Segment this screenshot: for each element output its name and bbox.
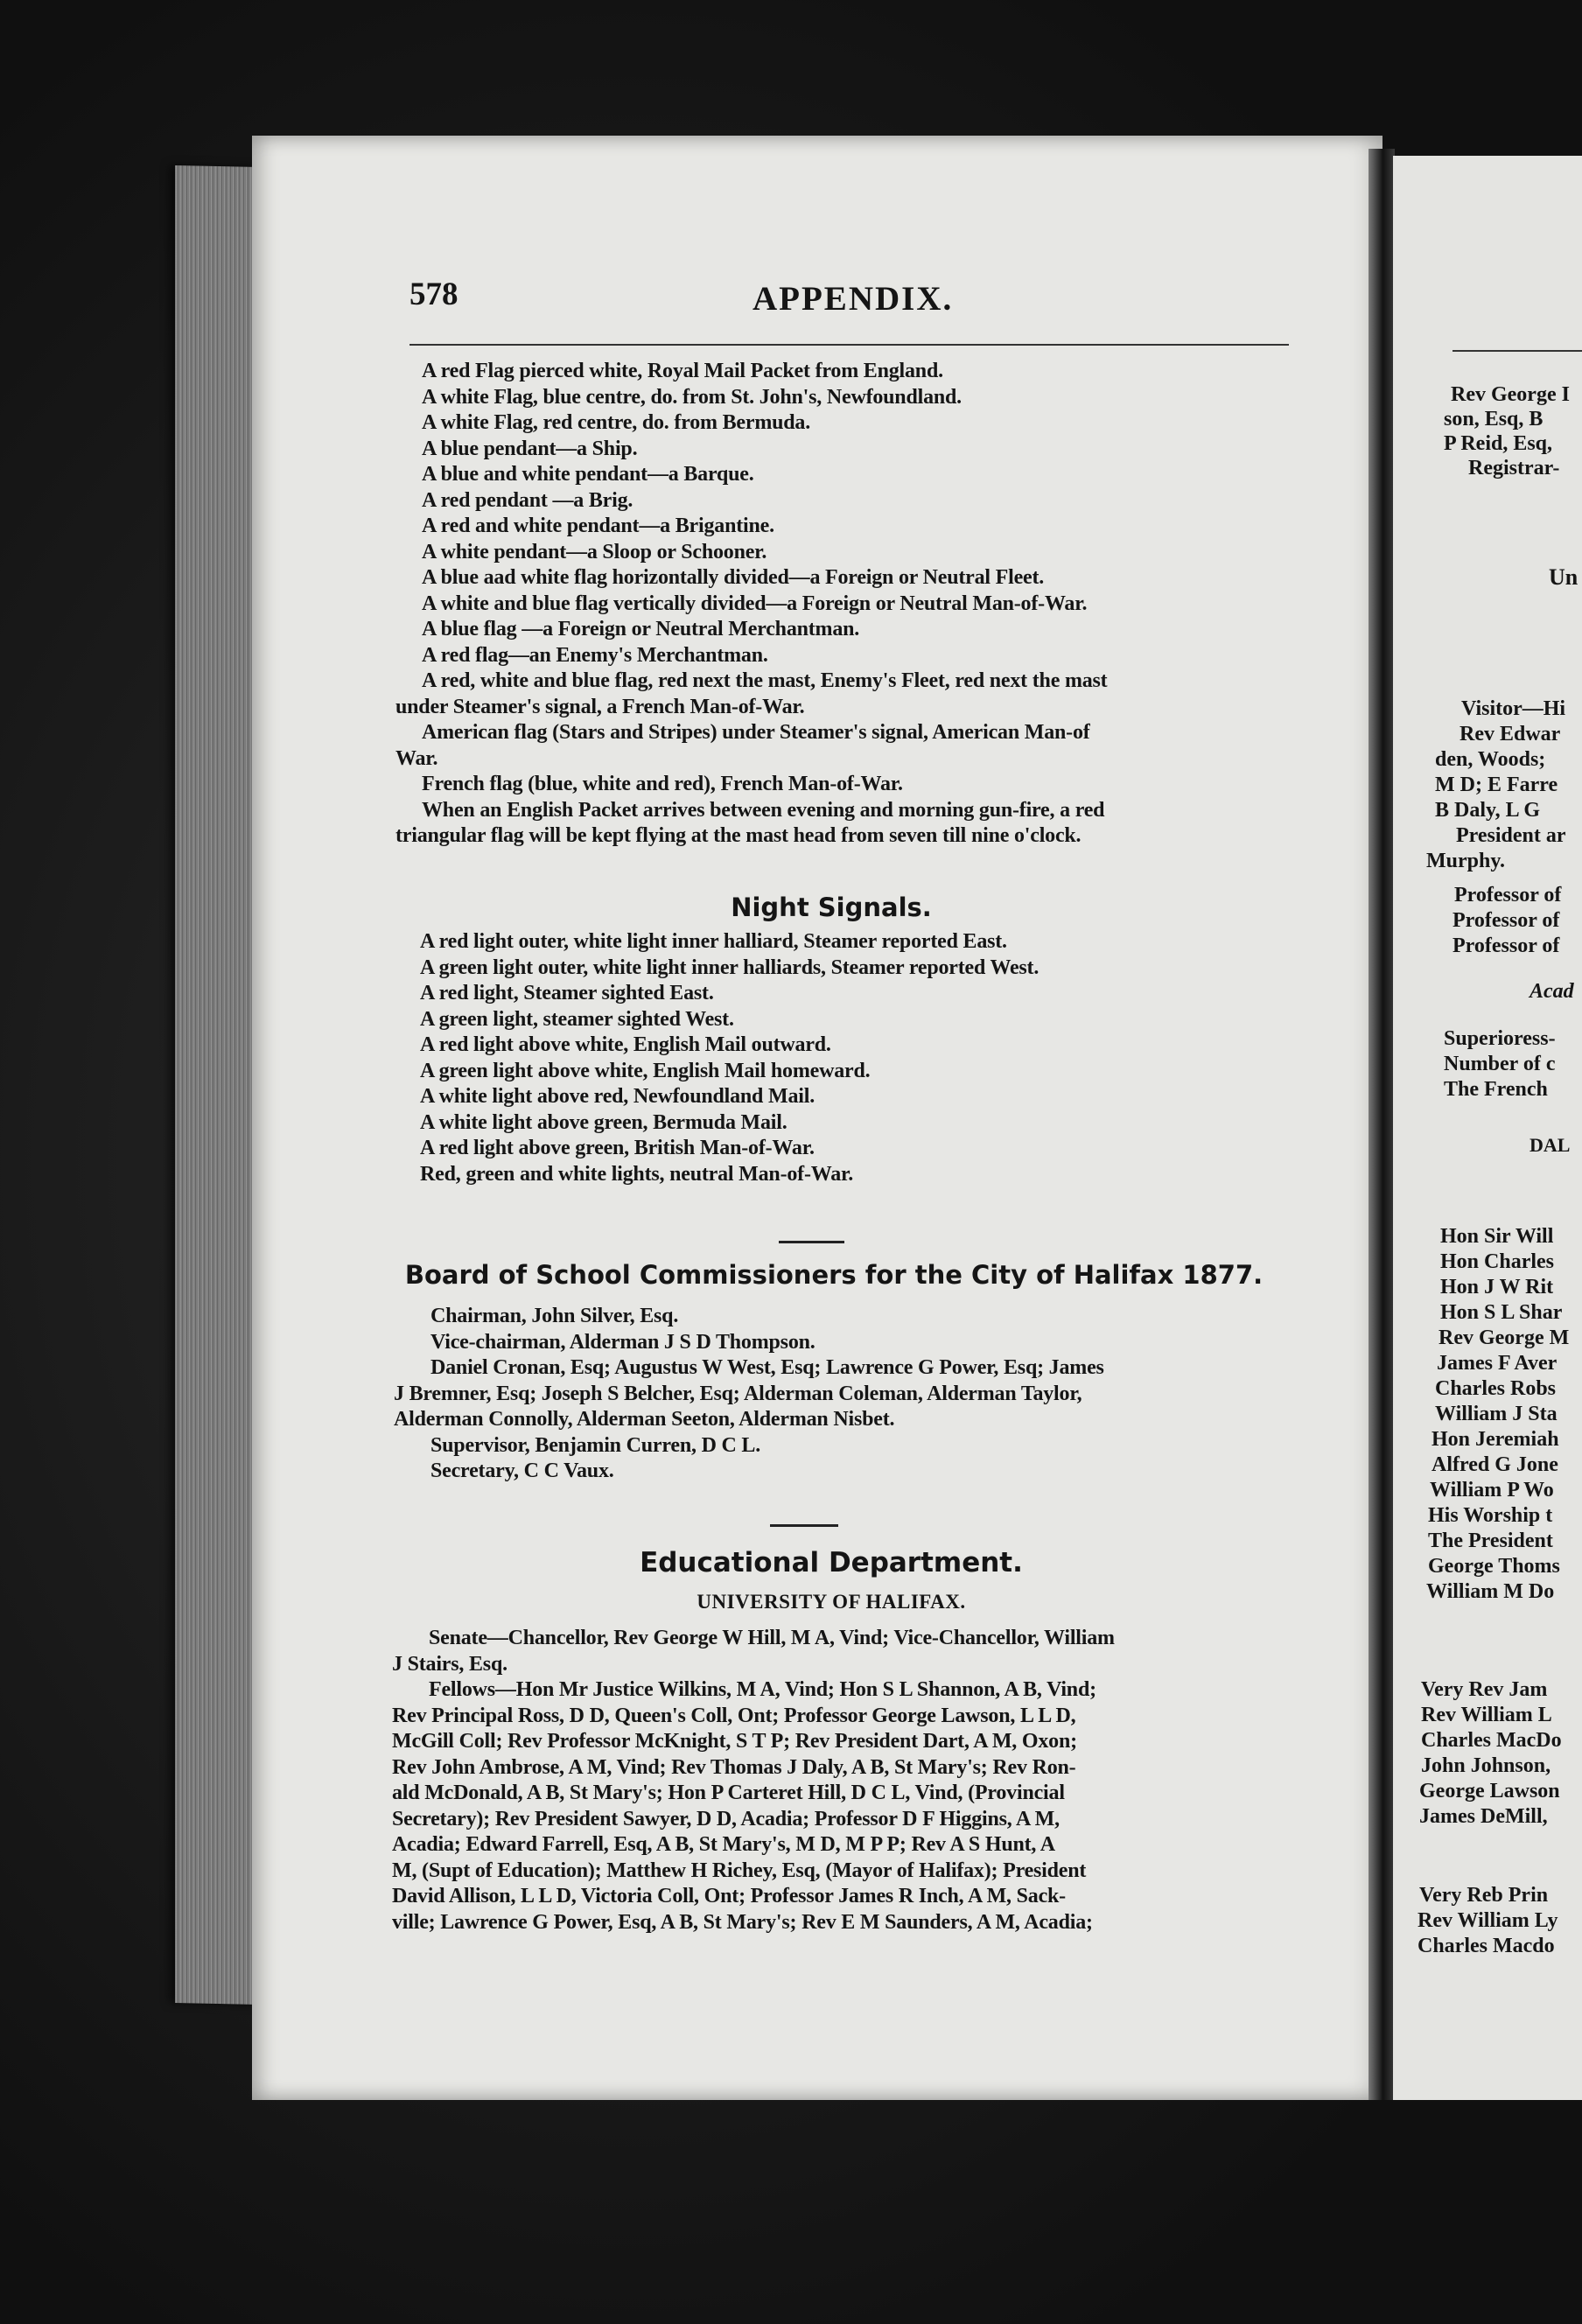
education-line: ald McDonald, A B, St Mary's; Hon P Carteret Hill, D C L, Vind, (Provincial	[392, 1782, 1065, 1804]
facing-line: The French	[1444, 1078, 1548, 1101]
facing-line: President ar	[1456, 824, 1566, 847]
facing-line: Professor of	[1454, 884, 1562, 906]
page-edges	[175, 165, 259, 2005]
facing-line: Hon J W Rit	[1440, 1276, 1554, 1298]
education-line: David Allison, L L D, Victoria Coll, Ont; Professor James R Inch, A M, Sack-	[392, 1885, 1066, 1908]
flag-signal-line: A white Flag, red centre, do. from Bermuda.	[422, 411, 811, 434]
education-line: M, (Supt of Education); Matthew H Richey, Esq, (Mayor of Halifax); President	[392, 1858, 1087, 1882]
school-board-line: Alderman Connolly, Alderman Seeton, Alderman Nisbet.	[394, 1408, 895, 1431]
facing-line: James F Aver	[1437, 1352, 1558, 1375]
facing-line: James DeMill,	[1419, 1805, 1548, 1828]
flag-signal-line: A red Flag pierced white, Royal Mail Packet from England.	[422, 360, 943, 382]
facing-line: Charles Robs	[1435, 1377, 1557, 1400]
flag-signal-line: A red pendant —a Brig.	[422, 488, 634, 512]
night-signal-line: A red light outer, white light inner halliard, Steamer reported East.	[420, 930, 1007, 953]
flag-signals-section	[396, 359, 1297, 850]
night-signals-section	[394, 929, 1295, 1187]
school-board-line: Vice-chairman, Alderman J S D Thompson.	[430, 1330, 816, 1354]
education-line: Rev John Ambrose, A M, Vind; Rev Thomas J Daly, A B, St Mary's; Rev Ron-	[392, 1755, 1076, 1779]
education-line: Rev Principal Ross, D D, Queen's Coll, Ont; Professor George Lawson, L L D,	[392, 1704, 1076, 1727]
education-line: Acadia; Edward Farrell, Esq, A B, St Mary's, M D, M P P; Rev A S Hunt, A	[392, 1833, 1055, 1856]
facing-line: William J Sta	[1435, 1403, 1558, 1425]
flag-signal-line: A white Flag, blue centre, do. from St. John's, Newfoundland.	[422, 385, 962, 409]
flag-signal-line: When an English Packet arrives between evening and morning gun-fire, a red	[422, 798, 1105, 822]
book-gutter	[1368, 149, 1395, 2100]
school-board-line: J Bremner, Esq; Joseph S Belcher, Esq; Alderman Coleman, Alderman Taylor,	[394, 1382, 1082, 1405]
facing-line: Rev George M	[1438, 1326, 1570, 1349]
flag-signal-line: A blue aad white flag horizontally divided—a Foreign or Neutral Fleet.	[422, 566, 1045, 589]
facing-line: Murphy.	[1426, 850, 1506, 872]
school-board-line: Daniel Cronan, Esq; Augustus W West, Esq; Lawrence G Power, Esq; James	[430, 1356, 1104, 1379]
flag-signal-line: under Steamer's signal, a French Man-of-War.	[396, 695, 805, 718]
facing-line: John Johnson,	[1421, 1754, 1551, 1777]
facing-line: William M Do	[1426, 1580, 1555, 1603]
night-signal-line: A red light, Steamer sighted East.	[420, 982, 714, 1004]
night-signal-line: A red light above white, English Mail outward.	[420, 1033, 831, 1056]
section-divider	[770, 1524, 838, 1527]
facing-line: Rev Edwar	[1460, 723, 1561, 746]
flag-signal-line: A blue flag —a Foreign or Neutral Merchantman.	[422, 618, 860, 640]
night-signal-line: A white light above green, Bermuda Mail.	[420, 1110, 788, 1134]
facing-line: Number of c	[1444, 1053, 1556, 1075]
facing-line: Professor of	[1452, 909, 1560, 932]
flag-signal-line: A red and white pendant—a Brigantine.	[422, 514, 774, 537]
education-line: ville; Lawrence G Power, Esq, A B, St Mary's; Rev E M Saunders, A M, Acadia;	[392, 1910, 1093, 1934]
night-signals-title: Night Signals.	[731, 892, 932, 922]
facing-line: George Lawson	[1419, 1780, 1560, 1802]
night-signal-line: A green light outer, white light inner halliards, Steamer reported West.	[420, 956, 1040, 979]
facing-line: M D; E Farre	[1435, 774, 1558, 796]
flag-signal-line: French flag (blue, white and red), French Man-of-War.	[422, 773, 903, 795]
education-subtitle: UNIVERSITY OF HALIFAX.	[696, 1591, 966, 1613]
education-line: Secretary); Rev President Sawyer, D D, Acadia; Professor D F Higgins, A M,	[392, 1807, 1060, 1830]
education-section	[392, 1626, 1293, 1936]
flag-signal-line: A red, white and blue flag, red next the mast, Enemy's Fleet, red next the mast	[422, 669, 1108, 692]
facing-line: son, Esq, B	[1444, 408, 1544, 430]
flag-signal-line: triangular flag will be kept flying at the mast head from seven till nine o'clock.	[396, 824, 1082, 847]
section-divider	[779, 1241, 844, 1243]
facing-line: P Reid, Esq,	[1444, 432, 1553, 455]
facing-line: den, Woods;	[1435, 748, 1546, 771]
night-signal-line: A red light above green, British Man-of-War.	[420, 1137, 815, 1159]
flag-signal-line: American flag (Stars and Stripes) under Steamer's signal, American Man-of	[422, 721, 1090, 744]
facing-line: The President	[1428, 1530, 1553, 1552]
education-line: Fellows—Hon Mr Justice Wilkins, M A, Vind; Hon S L Shannon, A B, Vind;	[429, 1678, 1096, 1701]
flag-signal-line: A blue and white pendant—a Barque.	[422, 463, 754, 486]
facing-line: His Worship t	[1428, 1504, 1553, 1527]
facing-line: DAL	[1530, 1134, 1571, 1156]
facing-line: Superioress-	[1444, 1027, 1556, 1050]
facing-line: Very Reb Prin	[1419, 1884, 1549, 1907]
facing-line: Charles Macdo	[1418, 1935, 1555, 1957]
facing-line: Very Rev Jam	[1421, 1678, 1548, 1701]
night-signal-line: A green light above white, English Mail homeward.	[420, 1059, 871, 1082]
facing-line: Visitor—Hi	[1461, 697, 1566, 720]
school-board-line: Chairman, John Silver, Esq.	[430, 1305, 679, 1327]
page-number: 578	[410, 276, 458, 312]
school-board-title: Board of School Commissioners for the City of Halifax 1877.	[404, 1260, 1264, 1290]
education-line: McGill Coll; Rev Professor McKnight, S T P; Rev President Dart, A M, Oxon;	[392, 1730, 1077, 1753]
facing-line: Acad	[1530, 980, 1574, 1003]
facing-line: William P Wo	[1430, 1479, 1554, 1502]
facing-line: Hon Charles	[1440, 1250, 1555, 1273]
facing-line: Rev William Ly	[1418, 1909, 1558, 1932]
flag-signal-line: A red flag—an Enemy's Merchantman.	[422, 643, 768, 667]
education-title: Educational Department.	[640, 1547, 1023, 1578]
facing-line: Hon Sir Will	[1440, 1225, 1554, 1248]
facing-line: Rev George I	[1451, 383, 1570, 406]
running-head: APPENDIX.	[752, 280, 954, 318]
header-rule	[410, 344, 1289, 346]
facing-line: Hon Jeremiah	[1432, 1428, 1559, 1451]
facing-line: Un	[1549, 564, 1578, 590]
school-board-section	[394, 1304, 1295, 1485]
facing-line: Registrar-	[1468, 457, 1560, 480]
page-header	[410, 276, 1289, 346]
school-board-line: Supervisor, Benjamin Curren, D C L.	[430, 1433, 761, 1457]
flag-signal-line: A blue pendant—a Ship.	[422, 437, 638, 460]
education-line: J Stairs, Esq.	[392, 1652, 508, 1676]
facing-line: George Thoms	[1428, 1555, 1560, 1578]
night-signal-line: A white light above red, Newfoundland Mail.	[420, 1085, 815, 1108]
night-signal-line: Red, green and white lights, neutral Man-of-War.	[420, 1162, 854, 1186]
education-line: Senate—Chancellor, Rev George W Hill, M A, Vind; Vice-Chancellor, William	[429, 1627, 1115, 1649]
facing-header-rule	[1452, 350, 1582, 352]
facing-line: Hon S L Shar	[1440, 1301, 1563, 1324]
school-board-line: Secretary, C C Vaux.	[430, 1460, 614, 1482]
facing-line: Professor of	[1452, 934, 1560, 957]
facing-line: B Daly, L G	[1435, 799, 1541, 822]
facing-line: Rev William L	[1421, 1704, 1552, 1726]
flag-signal-line: A white and blue flag vertically divided—a Foreign or Neutral Man-of-War.	[422, 592, 1088, 615]
facing-line: Charles MacDo	[1421, 1729, 1562, 1752]
facing-line: Alfred G Jone	[1432, 1453, 1558, 1476]
night-signal-line: A green light, steamer sighted West.	[420, 1007, 734, 1031]
flag-signal-line: A white pendant—a Sloop or Schooner.	[422, 540, 767, 564]
flag-signal-line: War.	[396, 746, 438, 770]
